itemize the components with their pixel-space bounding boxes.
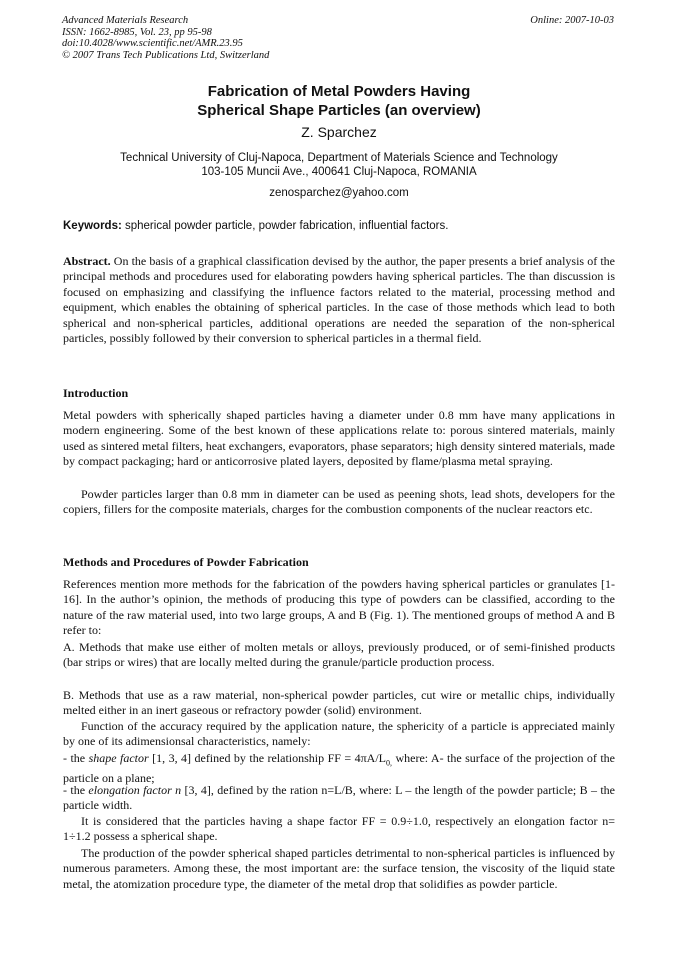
elongation-prefix: - the [63,783,89,797]
journal-copyright: © 2007 Trans Tech Publications Ltd, Switzerland [62,49,270,61]
section-heading-methods: Methods and Procedures of Powder Fabrication [63,555,309,569]
shape-factor-formula: [1, 3, 4] defined by the relationship FF = 4πA/L [148,751,387,765]
journal-doi: doi:10.4028/www.scientific.net/AMR.23.95 [62,38,243,49]
methods-paragraph-4: The production of the powder spherical shaped particles detrimental to non-spherical particles is influenced by numerous parameters. Among these, the most important are: the surface tension, the viscosity of the liquid state metal, the atomization procedure type, the diameter of the metal drop that solidifies as powder particle. [63,846,615,891]
journal-issn: ISSN: 1662-8985, Vol. 23, pp 95-98 [62,26,212,38]
elongation-factor-definition [63,783,615,814]
elongation-explanation: [3, 4], defined by the ration n=L/B, where: L – the length of the powder particle; B – the particle width. [63,783,616,813]
elongation-factor-term: elongation factor n [88,783,182,797]
paper-title [0,82,678,120]
shape-factor-explanation: where: A- the surface of the projection of the particle on a plane; [63,751,615,785]
affiliation [0,151,678,179]
intro-paragraph-2: Powder particles larger than 0.8 mm in diameter can be used as peening shots, lead shots, developers for the copiers, fillers for the composite materials, charges for the combustion components of the nuclear reactors etc. [63,487,615,517]
methods-paragraph-2: Function of the accuracy required by the application nature, the sphericity of a particle is appreciated mainly by one of its adimensionsal characteristics, namely: [63,719,615,749]
keywords-label: Keywords: [63,220,122,232]
title-line-1: Fabrication of Metal Powders Having [207,83,471,100]
methods-paragraph-1: References mention more methods for the fabrication of the powders having spherical particles or granulates [1-16]. In the author’s opinion, the methods of producing this type of powders can be classified, according to the nature of the raw material used, into two large groups, A and B (Fig. 1). The mentioned groups of method A and B refer to: [63,577,615,638]
abstract-label: Abstract. [63,254,111,268]
shape-factor-term: shape factor [88,751,149,765]
methods-item-b: B. Methods that use as a raw material, non-spherical powder particles, cut wire or metallic chips, individually melted either in an inert gaseous or refractory powder (solid) environment. [63,688,615,718]
shape-factor-prefix: - the [63,751,89,765]
title-line-2: Spherical Shape Particles (an overview) [197,102,481,119]
methods-paragraph-3: It is considered that the particles having a shape factor FF = 0.9÷1.0, respectively an elongation factor n= 1÷1.2 possess a spherical shape. [63,814,615,844]
shape-factor-subscript: 0, [386,758,393,768]
affiliation-line-2: 103-105 Muncii Ave., 400641 Cluj-Napoca, ROMANIA [201,166,477,178]
abstract [63,254,615,346]
keywords [63,220,448,232]
affiliation-line-1: Technical University of Cluj-Napoca, Department of Materials Science and Technology [120,152,558,164]
author-email: zenosparchez@yahoo.com [269,187,409,199]
journal-name: Advanced Materials Research [62,15,189,26]
intro-paragraph-1: Metal powders with spherically shaped particles having a diameter under 0.8 mm have many applications in modern engineering. Some of the best known of these applications relate to: porous sintered materials, mainly used as sintered metal filters, heat exchangers, evaporators, phase separators; high density sintered materials, made by compact packaging; hard or anticorrosive plated layers, deposited by flame/plasma metal spraying. [63,408,615,469]
journal-header [62,15,269,61]
shape-factor-definition [63,751,615,786]
methods-item-a: A. Methods that make use either of molten metals or alloys, previously produced, or of semi-finished products (bar strips or wires) that are locally melted during the granule/particle production process. [63,640,615,670]
author-name: Z. Sparchez [301,124,377,140]
abstract-text: On the basis of a graphical classification devised by the author, the paper presents a brief analysis of the principal methods and procedures used for elaborating powders having spherical particles. The than discussion is focused on emphasizing and classifying the influence factors related to the material, processing method and equipment, which enables the obtaining of spherical particles. In the case of those methods which lead to both spherical and non-spherical particles, additional operations are needed the separation of the non-spherical particles, possibly followed by their conversion to spherical particles in a thermal field. [63,254,615,346]
keywords-text: spherical powder particle, powder fabrication, influential factors. [121,220,449,232]
online-date: Online: 2007-10-03 [530,15,614,26]
section-heading-introduction: Introduction [63,386,129,400]
